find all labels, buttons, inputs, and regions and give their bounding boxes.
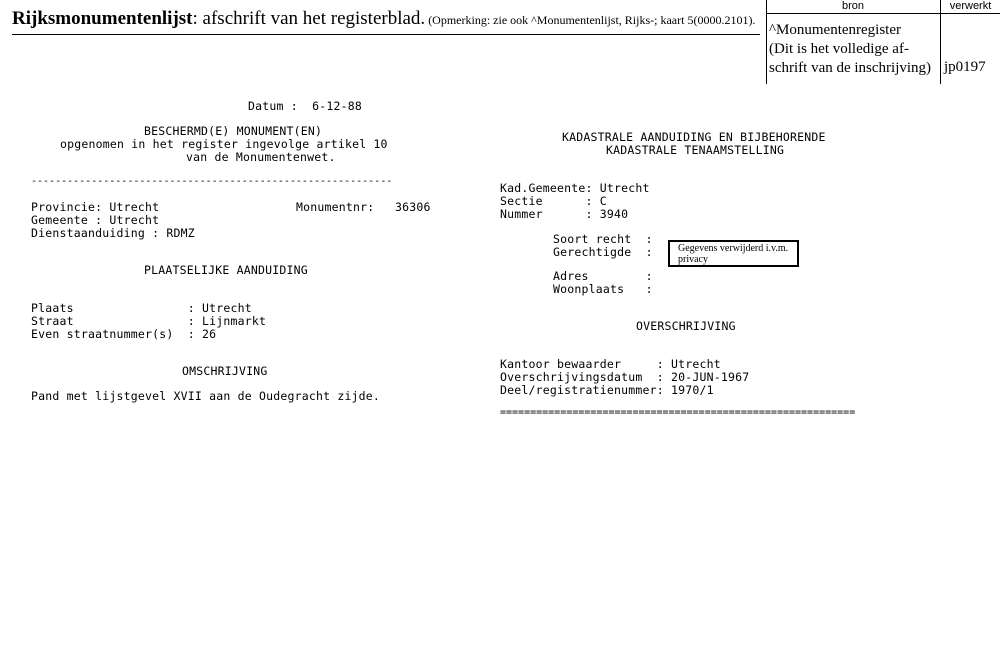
deel-registratie-line: Deel/registratienummer: 1970/1	[500, 383, 714, 397]
table-header-rule	[766, 13, 1000, 14]
dienstaanduiding-line: Dienstaanduiding : RDMZ	[31, 226, 195, 240]
monument-title-line: BESCHERMD(E) MONUMENT(EN)	[144, 124, 323, 138]
nummer-line: Nummer : 3940	[500, 207, 629, 221]
kantoor-line: Kantoor bewaarder : Utrecht	[500, 357, 721, 371]
datum-line: Datum : 6-12-88	[248, 99, 362, 113]
monument-title-line: van de Monumentenwet.	[186, 150, 336, 164]
monumentnr-value: 36306	[395, 200, 431, 214]
omschrijving-text: Pand met lijstgevel XVII aan de Oudegracht zijde.	[31, 389, 381, 403]
bron-line: ^Monumentenregister	[769, 22, 902, 38]
provincie-line: Provincie: Utrecht	[31, 200, 160, 214]
adres-line: Adres :	[553, 269, 653, 283]
straat-line: Straat : Lijnmarkt	[31, 314, 267, 328]
bron-line: schrift van de inschrijving)	[769, 60, 932, 76]
monument-title-line: opgenomen in het register ingevolge artikel 10	[60, 137, 388, 151]
privacy-line: privacy	[678, 254, 708, 265]
kadastrale-heading-line: KADASTRALE TENAAMSTELLING	[606, 143, 785, 157]
title-rest: : afschrift van het registerblad.	[192, 8, 426, 29]
equals-rule: ===========================================================	[500, 407, 856, 418]
bron-cell	[769, 21, 931, 78]
column-header-bron: bron	[841, 0, 865, 12]
header-rule	[12, 34, 760, 35]
column-header-verwerkt: verwerkt	[949, 0, 992, 12]
plaatselijke-heading: PLAATSELIJKE AANDUIDING	[144, 263, 308, 277]
kad-gemeente-line: Kad.Gemeente: Utrecht	[500, 181, 650, 195]
overschrijving-heading: OVERSCHRIJVING	[636, 319, 736, 333]
gerechtigde-line: Gerechtigde :	[553, 245, 653, 259]
overschrijvingsdatum-line: Overschrijvingsdatum : 20-JUN-1967	[500, 370, 750, 384]
gemeente-line: Gemeente : Utrecht	[31, 213, 160, 227]
kadastrale-heading-line: KADASTRALE AANDUIDING EN BIJBEHORENDE	[562, 130, 826, 144]
woonplaats-line: Woonplaats :	[553, 282, 653, 296]
omschrijving-heading: OMSCHRIJVING	[182, 364, 268, 378]
title-bold: Rijksmonumentenlijst	[12, 8, 193, 29]
verwerkt-cell: jp0197	[944, 59, 986, 75]
straatnummer-line: Even straatnummer(s) : 26	[31, 327, 217, 341]
monumentnr-label: Monumentnr:	[296, 200, 375, 214]
plaats-line: Plaats : Utrecht	[31, 301, 252, 315]
sectie-line: Sectie : C	[500, 194, 607, 208]
privacy-redaction-box	[668, 240, 799, 267]
soort-recht-line: Soort recht :	[553, 232, 653, 246]
title-note: (Opmerking: zie ook ^Monumentenlijst, Rijks-; kaart 5(0000.2101).	[425, 13, 756, 27]
dash-rule: ------------------------------------------------------------	[31, 176, 393, 187]
bron-line: (Dit is het volledige af-	[769, 41, 909, 57]
document-title	[12, 8, 755, 30]
privacy-line: Gegevens verwijderd i.v.m.	[678, 243, 789, 254]
